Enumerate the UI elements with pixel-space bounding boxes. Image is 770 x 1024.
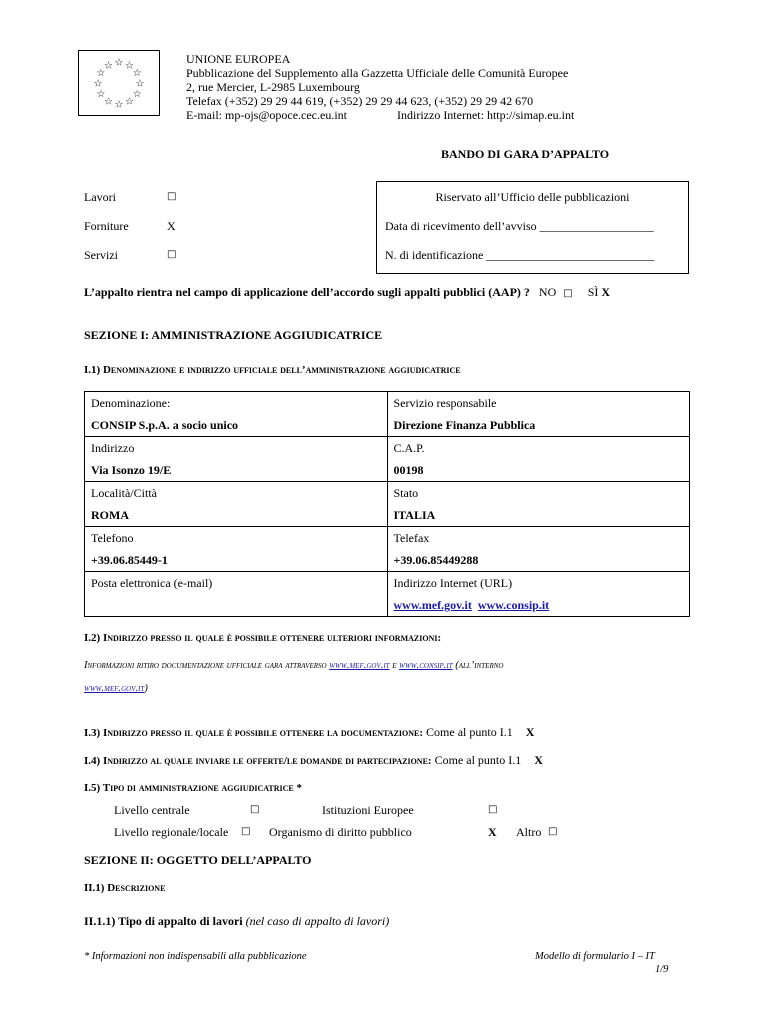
section-ii11-row bbox=[84, 914, 389, 929]
footer-page: 1/9 bbox=[655, 964, 669, 975]
section-i3-row bbox=[84, 725, 534, 740]
eu-star-icon: ☆ bbox=[125, 96, 134, 108]
cell-label: Località/Città bbox=[91, 486, 157, 500]
section-i4-title: I.4) Indirizzo al quale inviare le offerte/le domande di partecipazione: bbox=[84, 755, 432, 767]
eu-star-icon: ☆ bbox=[96, 68, 106, 79]
section-i3-mark[interactable]: X bbox=[525, 725, 535, 739]
cell-value: +39.06.85449-1 bbox=[91, 552, 168, 567]
section-i2-title: I.2) Indirizzo presso il quale è possibile ottenere ulteriori informazioni: bbox=[84, 632, 442, 644]
i2-link-mef[interactable]: www.mef.gov.it bbox=[329, 660, 390, 671]
eu-star-icon: ☆ bbox=[114, 57, 124, 69]
i2-text-c: (all’interno bbox=[455, 660, 504, 671]
document-title: BANDO DI GARA D’APPALTO bbox=[441, 147, 610, 161]
section-i4-row bbox=[84, 753, 543, 768]
table-cell-servizio bbox=[387, 392, 690, 437]
header-org: UNIONE EUROPEA bbox=[186, 52, 291, 66]
i5-public-body-checkbox[interactable]: X bbox=[488, 825, 497, 839]
section-i3-title: I.3) Indirizzo presso il quale è possibile ottenere la documentazione: bbox=[84, 727, 424, 739]
reserved-box-received-date: Data di ricevimento dell’avviso ___________________ bbox=[385, 219, 654, 233]
aap-question-row bbox=[84, 285, 610, 300]
eu-star-icon: ☆ bbox=[96, 89, 106, 100]
section-i4-mark[interactable]: X bbox=[534, 753, 543, 767]
section-2-title: SEZIONE II: OGGETTO DELL’APPALTO bbox=[84, 853, 312, 867]
i5-regional-label: Livello regionale/locale bbox=[114, 825, 229, 839]
cell-value: CONSIP S.p.A. a socio unico bbox=[91, 417, 239, 432]
cell-label: Telefax bbox=[393, 531, 430, 545]
contracting-authority-table bbox=[84, 391, 690, 617]
i5-public-body-label: Organismo di diritto pubblico bbox=[269, 825, 412, 839]
aap-no-label: NO bbox=[538, 285, 557, 299]
table-cell-localita bbox=[85, 482, 388, 527]
link-consip[interactable]: www.consip.it bbox=[477, 597, 550, 612]
aap-yes-checkbox[interactable]: X bbox=[601, 285, 611, 299]
eu-star-icon: ☆ bbox=[135, 78, 145, 90]
cell-label: Indirizzo bbox=[91, 441, 135, 455]
contract-type-lavori-label: Lavori bbox=[84, 190, 116, 204]
eu-stars-icon bbox=[79, 51, 159, 115]
cell-value: ITALIA bbox=[393, 507, 436, 522]
i2-link-mef-2[interactable]: www.mef.gov.it bbox=[84, 683, 145, 694]
contract-type-forniture-checkbox[interactable]: X bbox=[167, 219, 176, 233]
eu-star-icon: ☆ bbox=[132, 68, 142, 79]
footer-note: * Informazioni non indispensabili alla pubblicazione bbox=[84, 951, 307, 962]
cell-value: ROMA bbox=[91, 507, 129, 522]
reserved-box-id-number: N. di identificazione ____________________________ bbox=[385, 248, 655, 262]
table-cell-email bbox=[85, 572, 388, 617]
section-i5-title: I.5) Tipo di amministrazione aggiudicatrice * bbox=[84, 782, 303, 794]
cell-label: Servizio responsabile bbox=[393, 396, 497, 410]
eu-star-icon: ☆ bbox=[125, 60, 134, 72]
footer-model: Modello di formulario I – IT bbox=[535, 951, 655, 962]
eu-flag-logo bbox=[78, 50, 160, 116]
contract-type-servizi-checkbox[interactable]: □ bbox=[167, 249, 177, 260]
section-ii11-note: (nel caso di appalto di lavori) bbox=[245, 914, 390, 928]
i2-link-consip[interactable]: www.consip.it bbox=[399, 660, 453, 671]
cell-label: C.A.P. bbox=[393, 441, 425, 455]
table-cell-telefono bbox=[85, 527, 388, 572]
section-ii11-title: II.1.1) Tipo di appalto di lavori bbox=[84, 914, 243, 928]
i2-text-a: Informazioni ritiro documentazione ufficiale gara attraverso bbox=[84, 660, 327, 671]
header-email: E-mail: mp-ojs@opoce.cec.eu.int bbox=[186, 108, 347, 122]
contract-type-forniture-label: Forniture bbox=[84, 219, 129, 233]
i5-eu-checkbox[interactable]: □ bbox=[488, 804, 498, 815]
link-mef[interactable]: www.mef.gov.it bbox=[393, 597, 472, 612]
table-cell-stato bbox=[387, 482, 690, 527]
header-address: 2, rue Mercier, L-2985 Luxembourg bbox=[186, 80, 360, 94]
eu-star-icon: ☆ bbox=[93, 78, 103, 90]
i5-other-checkbox[interactable]: □ bbox=[548, 826, 558, 837]
section-i1-title: I.1) Denominazione e indirizzo ufficiale dell’amministrazione aggiudicatrice bbox=[84, 364, 461, 376]
contract-type-servizi-label: Servizi bbox=[84, 248, 118, 262]
aap-no-checkbox[interactable]: □ bbox=[563, 288, 573, 299]
cell-label: Indirizzo Internet (URL) bbox=[393, 576, 513, 590]
table-row bbox=[85, 572, 690, 617]
table-row bbox=[85, 482, 690, 527]
i5-eu-label: Istituzioni Europee bbox=[322, 803, 414, 817]
aap-yes-label: SÌ bbox=[587, 285, 599, 299]
aap-question: L’appalto rientra nel campo di applicazione dell’accordo sugli appalti pubblici (AAP) ? bbox=[84, 285, 530, 299]
table-row bbox=[85, 527, 690, 572]
cell-label: Posta elettronica (e-mail) bbox=[91, 576, 213, 590]
i5-central-checkbox[interactable]: □ bbox=[250, 804, 260, 815]
cell-value: Direzione Finanza Pubblica bbox=[393, 417, 536, 432]
table-cell-denominazione bbox=[85, 392, 388, 437]
cell-value: +39.06.85449288 bbox=[393, 552, 479, 567]
table-cell-telefax bbox=[387, 527, 690, 572]
table-row bbox=[85, 437, 690, 482]
eu-star-icon: ☆ bbox=[132, 89, 142, 100]
header-publication: Pubblicazione del Supplemento alla Gazzetta Ufficiale delle Comunità Europee bbox=[186, 66, 569, 80]
table-row bbox=[85, 392, 690, 437]
cell-value: 00198 bbox=[393, 462, 424, 477]
i2-text-b: e bbox=[392, 660, 397, 671]
table-cell-indirizzo bbox=[85, 437, 388, 482]
cell-label: Denominazione: bbox=[91, 396, 171, 410]
section-1-title: SEZIONE I: AMMINISTRAZIONE AGGIUDICATRICE bbox=[84, 328, 383, 342]
section-i2-text-cont bbox=[84, 683, 148, 694]
i5-central-label: Livello centrale bbox=[114, 803, 190, 817]
table-cell-url bbox=[387, 572, 690, 617]
eu-star-icon: ☆ bbox=[104, 60, 113, 72]
header-internet: Indirizzo Internet: http://simap.eu.int bbox=[397, 108, 575, 122]
section-ii1-title: II.1) Descrizione bbox=[84, 882, 166, 894]
contract-type-lavori-checkbox[interactable]: □ bbox=[167, 191, 177, 202]
eu-star-icon: ☆ bbox=[104, 96, 113, 108]
cell-label: Telefono bbox=[91, 531, 134, 545]
i5-other-label: Altro bbox=[516, 825, 542, 839]
i2-text-d: ) bbox=[144, 683, 148, 694]
section-i4-value: Come al punto I.1 bbox=[434, 753, 522, 767]
table-cell-cap bbox=[387, 437, 690, 482]
reserved-box-title: Riservato all’Ufficio delle pubblicazioni bbox=[435, 190, 630, 204]
cell-value: Via Isonzo 19/E bbox=[91, 462, 172, 477]
section-i3-value: Come al punto I.1 bbox=[426, 725, 513, 739]
header-telefax: Telefax (+352) 29 29 44 619, (+352) 29 29 44 623, (+352) 29 29 42 670 bbox=[186, 94, 534, 108]
cell-label: Stato bbox=[393, 486, 419, 500]
section-i2-text bbox=[84, 660, 503, 671]
eu-star-icon: ☆ bbox=[114, 99, 124, 111]
i5-regional-checkbox[interactable]: □ bbox=[241, 826, 251, 837]
